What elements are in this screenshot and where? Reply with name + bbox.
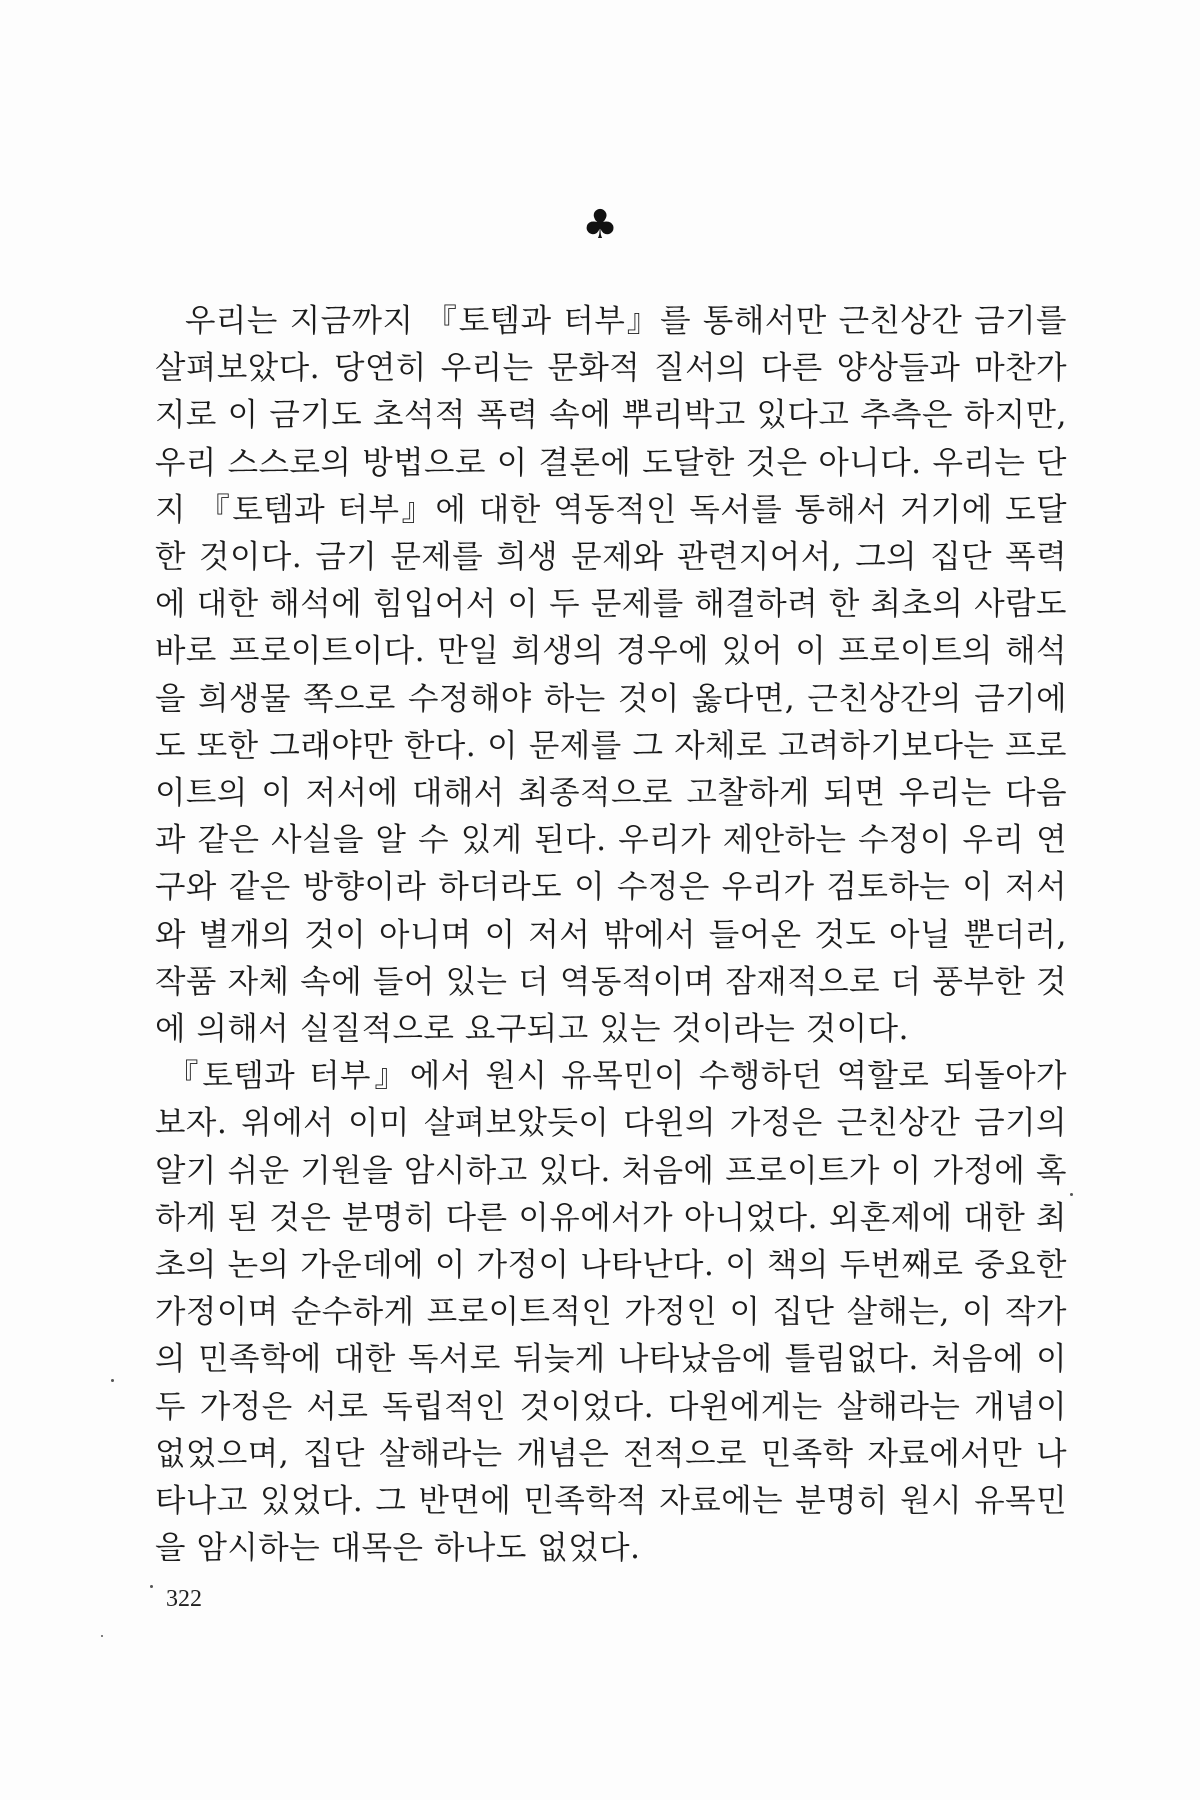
paragraph-2: 『토템과 터부』에서 원시 유목민이 수행하던 역할로 되돌아가 보자. 위에서 이미 살펴보았듯이 다윈의 가정은 근친상간 금기의 알기 쉬운 기원을 암시하고 있다. 처음에 프로이트가 이 가정에 혹하게 된 것은 분명히 다른 이유에서가 아니었다. 외혼제에 대한 최초의 논의 가운데에 이 가정이 나타난다. 이 책의 두번째로 중요한 가정이며 순수하게 프로이트적인 가정인 이 집단 살해는, 이 작가의 민족학에 대한 독서로 뒤늦게 나타났음에 틀림없다. 처음에 이 두 가정은 서로 독립적인 것이었다. 다윈에게는 살해라는 개념이 없었으며, 집단 살해라는 개념은 전적으로 민족학 자료에서만 나타나고 있었다. 그 반면에 민족학적 자료에는 분명히 원시 유목민을 암시하는 대목은 하나도 없었다. <box>155 1058 1067 1567</box>
scan-speck <box>150 1585 153 1588</box>
scan-speck <box>1070 1193 1073 1196</box>
scan-speck <box>101 1635 103 1637</box>
body-text <box>155 298 1067 1572</box>
paragraph-1: 우리는 지금까지 『토템과 터부』를 통해서만 근친상간 금기를 살펴보았다. 당연히 우리는 문화적 질서의 다른 양상들과 마찬가지로 이 금기도 초석적 폭력 속에 뿌리박고 있다고 추측은 하지만, 우리 스스로의 방법으로 이 결론에 도달한 것은 아니다. 우리는 단지 『토템과 터부』에 대한 역동적인 독서를 통해서 거기에 도달한 것이다. 금기 문제를 희생 문제와 관련지어서, 그의 집단 폭력에 대한 해석에 힘입어서 이 두 문제를 해결하려 한 최초의 사람도 바로 프로이트이다. 만일 희생의 경우에 있어 이 프로이트의 해석을 희생물 쪽으로 수정해야 하는 것이 옳다면, 근친상간의 금기에도 또한 그래야만 한다. 이 문제를 그 자체로 고려하기보다는 프로이트의 이 저서에 대해서 최종적으로 고찰하게 되면 우리는 다음과 같은 사실을 알 수 있게 된다. 우리가 제안하는 수정이 우리 연구와 같은 방향이라 하더라도 이 수정은 우리가 검토하는 이 저서와 별개의 것이 아니며 이 저서 밖에서 들어온 것도 아닐 뿐더러, 작품 자체 속에 들어 있는 더 역동적이며 잠재적으로 더 풍부한 것에 의해서 실질적으로 요구되고 있는 것이라는 것이다. <box>155 303 1067 1048</box>
club-ornament-icon: ♣ <box>582 202 618 248</box>
page-number: 322 <box>166 1586 202 1612</box>
scan-speck <box>111 1379 114 1382</box>
